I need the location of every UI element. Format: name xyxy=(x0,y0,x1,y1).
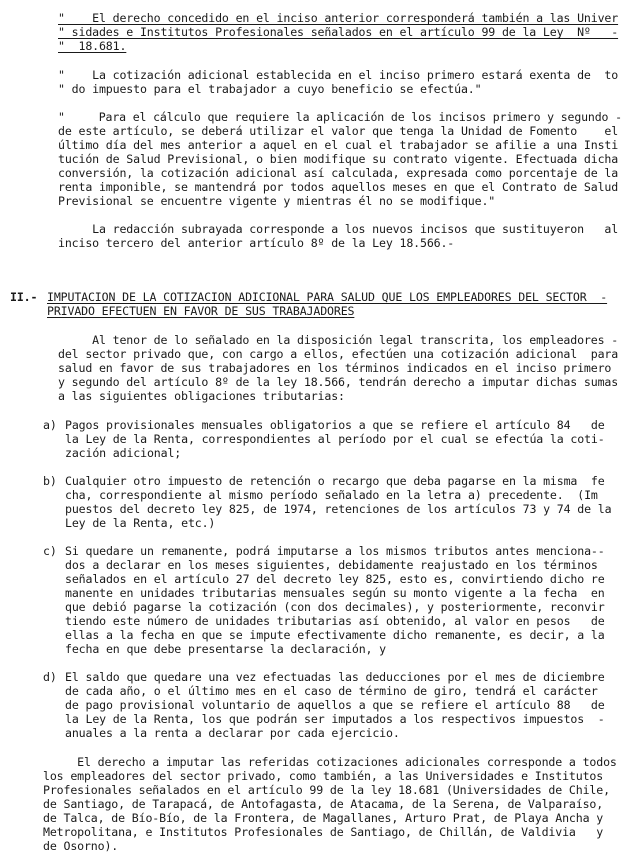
item-line: tiendo este número de unidades tributarias así obtenido, al valor en pesos de xyxy=(65,614,605,628)
intro-line: y segundo del artículo 8º de la ley 18.566, tendrán derecho a imputar dichas sumas xyxy=(58,375,619,389)
intro-line: del sector privado que, con cargo a ellos, efectúen una cotización adicional para xyxy=(58,347,619,361)
quoted-para-line: Previsional se encuentre vigente y mientras él no se modifique." xyxy=(58,194,496,208)
closing-line: los empleadores del sector privado, como también, a las Universidades e Institutos xyxy=(43,769,604,783)
item-line: Si quedare un remanente, podrá imputarse a los mismos tributos antes menciona-- xyxy=(65,544,605,558)
item-label: d) xyxy=(43,670,57,684)
item-label: c) xyxy=(43,544,57,558)
closing-line: de Santiago, de Tarapacá, de Antofagasta, de Atacama, de la Serena, de Valparaíso, xyxy=(43,797,604,811)
closing-line: de Talca, de Bío-Bío, de la Frontera, de Magallanes, Arturo Prat, de Playa Ancha y xyxy=(43,811,604,825)
closing-line: El derecho a imputar las referidas cotizaciones adicionales corresponde a todos xyxy=(43,755,617,769)
quoted-para-line: " 18.681. xyxy=(58,39,127,53)
note-line: inciso tercero del anterior artículo 8º de la Ley 18.566.- xyxy=(58,236,455,250)
item-line: Pagos provisionales mensuales obligatorios a que se refiere el artículo 84 de xyxy=(65,418,605,432)
closing-line: Metropolitana, e Institutos Profesionales de Santiago, de Chillán, de Valdivia y xyxy=(43,825,604,839)
item-line: cha, correspondiente al mismo período señalado en la letra a) precedente. (Im xyxy=(65,488,598,502)
quoted-para-line: de este artículo, se deberá utilizar el valor que tenga la Unidad de Fomento el xyxy=(58,124,619,138)
quoted-para-line: último día del mes anterior a aquel en el cual el trabajador se afilie a una Insti xyxy=(58,138,619,152)
quoted-para-line: " sidades e Institutos Profesionales señalados en el artículo 99 de la Ley Nº - xyxy=(58,25,619,39)
item-line: El saldo que quedare una vez efectuadas las deducciones por el mes de diciembre xyxy=(65,670,605,684)
quoted-para-line: " La cotización adicional establecida en el inciso primero estará exenta de to xyxy=(58,68,619,82)
quoted-para-line: renta imponible, se mantendrá por todos aquellos meses en que el Contrato de Salud xyxy=(58,180,619,194)
item-line: la Ley de la Renta, correspondientes al período por el cual se efectúa la coti- xyxy=(65,432,605,446)
closing-line: de Osorno). xyxy=(43,839,119,853)
intro-line: a las siguientes obligaciones tributarias: xyxy=(58,389,345,403)
item-line: señalados en el artículo 27 del decreto ley 825, esto es, convirtiendo dicho re xyxy=(65,572,605,586)
item-line: ellas a la fecha en que se impute efectivamente dicho remanente, es decir, a la xyxy=(65,628,605,642)
quoted-para-line: " do impuesto para el trabajador a cuyo beneficio se efectúa." xyxy=(58,82,482,96)
item-line: la Ley de la Renta, los que podrán ser imputados a los respectivos impuestos - xyxy=(65,712,605,726)
item-line: puestos del decreto ley 825, de 1974, retenciones de los artículos 73 y 74 de la xyxy=(65,502,612,516)
item-line: anuales a la renta a declarar por cada ejercicio. xyxy=(65,726,400,740)
item-line: manente en unidades tributarias mensuales según su monto vigente a la fecha en xyxy=(65,586,605,600)
section-number: II.- xyxy=(10,290,38,304)
item-line: fecha en que debe presentarse la declaración, y xyxy=(65,642,387,656)
note-line: La redacción subrayada corresponde a los nuevos incisos que sustituyeron al xyxy=(58,222,619,236)
item-line: dos a declarar en los meses siguientes, debidamente reajustado en los términos xyxy=(65,558,598,572)
section-heading-line: PRIVADO EFECTUEN EN FAVOR DE SUS TRABAJADORES xyxy=(47,304,355,318)
item-line: de cada año, o el último mes en el caso de término de giro, tendrá el carácter xyxy=(65,684,598,698)
item-line: Cualquier otro impuesto de retención o recargo que deba pagarse en la misma fe xyxy=(65,474,605,488)
intro-line: Al tenor de lo señalado en la disposición legal transcrita, los empleadores - xyxy=(58,333,619,347)
quoted-para-line: tución de Salud Previsional, o bien modifique su contrato vigente. Efectuada dicha xyxy=(58,152,619,166)
intro-line: salud en favor de sus trabajadores en los términos indicados en el inciso primero xyxy=(58,361,612,375)
item-label: b) xyxy=(43,474,57,488)
item-line: zación adicional; xyxy=(65,446,182,460)
quoted-para-line: " Para el cálculo que requiere la aplicación de los incisos primero y segundo - xyxy=(58,110,622,124)
quoted-para-line: " El derecho concedido en el inciso anterior corresponderá también a las Univer xyxy=(58,11,619,25)
item-line: Ley de la Renta, etc.) xyxy=(65,516,216,530)
item-line: de pago provisional voluntario de aquellos a que se refiere el artículo 88 de xyxy=(65,698,605,712)
item-label: a) xyxy=(43,418,57,432)
closing-line: Profesionales señalados en el artículo 99 de la ley 18.681 (Universidades de Chile, xyxy=(43,783,610,797)
item-line: que debió pagarse la cotización (con dos decimales), y posteriormente, reconvir xyxy=(65,600,605,614)
section-heading-line: IMPUTACION DE LA COTIZACION ADICIONAL PARA SALUD QUE LOS EMPLEADORES DEL SECTOR - xyxy=(47,290,608,304)
quoted-para-line: conversión, la cotización adicional así calculada, expresada como porcentaje de la xyxy=(58,166,619,180)
